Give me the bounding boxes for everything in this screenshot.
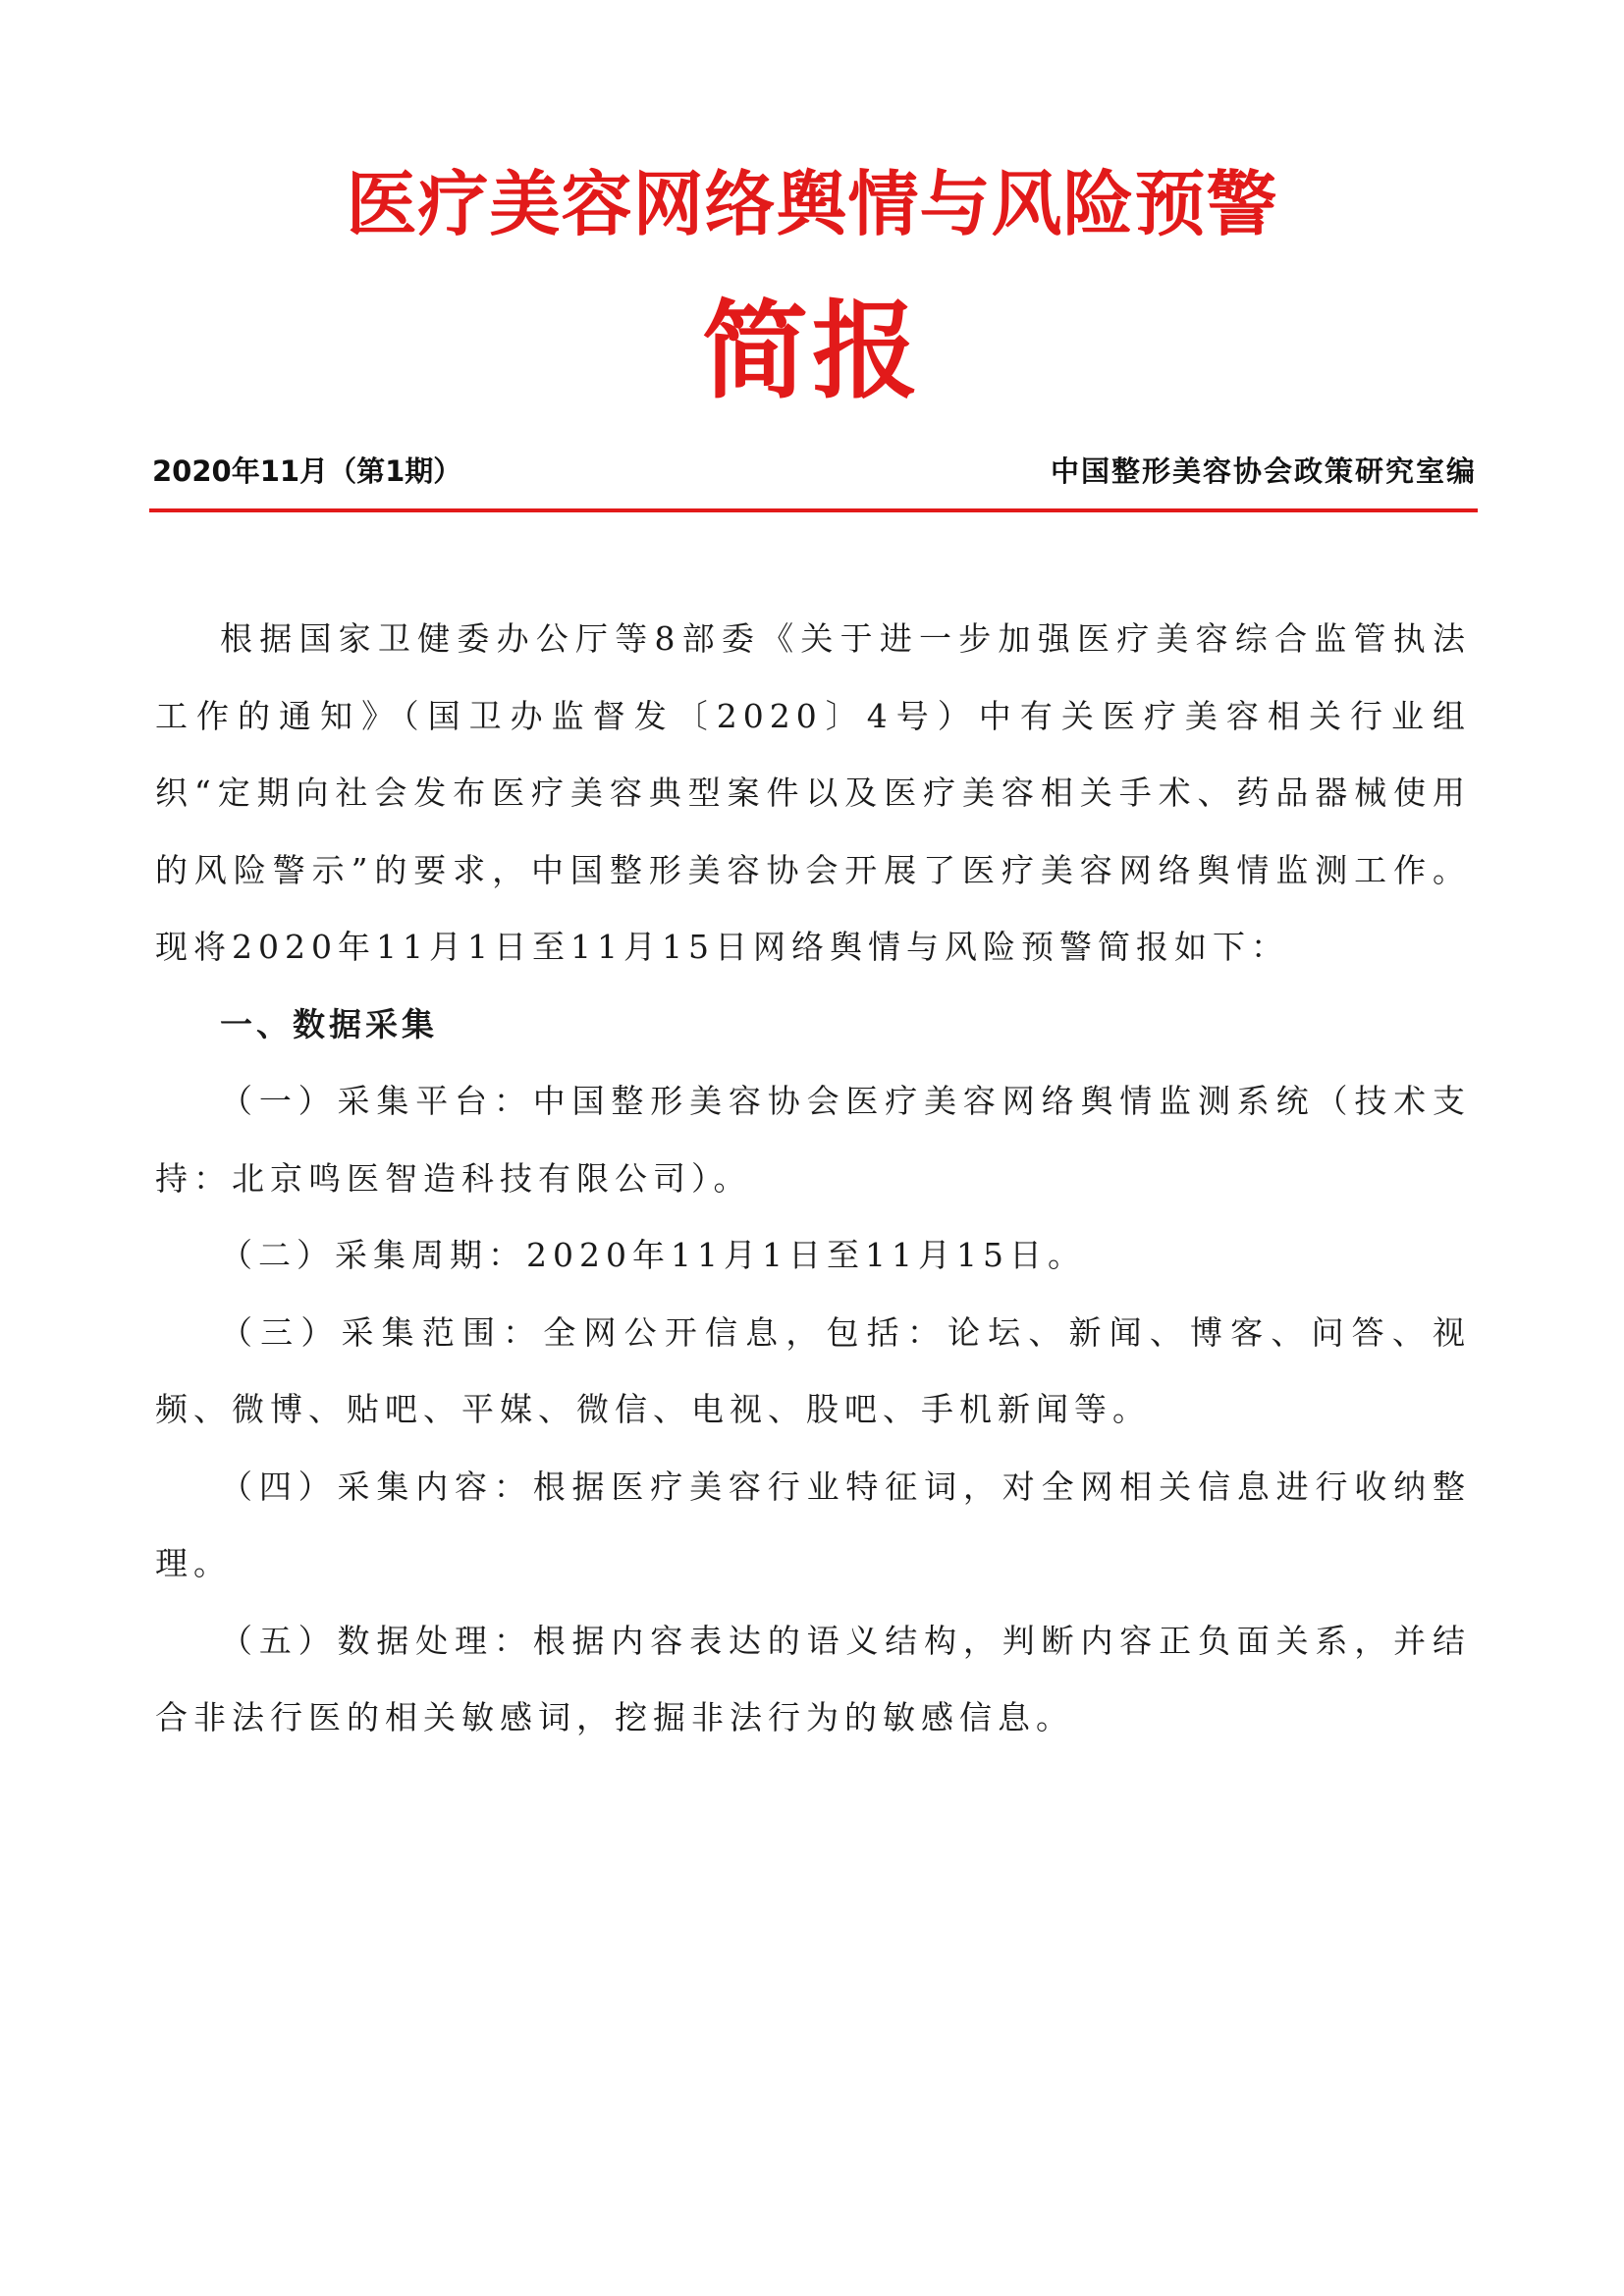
issue-meta-row: [152, 450, 1477, 489]
section-heading-data-collection: 一、数据采集: [220, 1004, 438, 1043]
item-platform: （一）采集平台：中国整形美容协会医疗美容网络舆情监测系统（技术支持：北京鸣医智造科技有限公司）。: [155, 1082, 1471, 1198]
intro-paragraph: 根据国家卫健委办公厅等8部委《关于进一步加强医疗美容综合监管执法工作的通知》（国卫办监督发〔2020〕4号）中有关医疗美容相关行业组织“定期向社会发布医疗美容典型案件以及医疗美容相关手术、药品器械使用的风险警示”的要求，中国整形美容协会开展了医疗美容网络舆情监测工作。现将2020年11月1日至11月15日网络舆情与风险预警简报如下：: [155, 619, 1471, 966]
header-divider: [149, 508, 1478, 512]
document-subtitle: 简报: [701, 291, 922, 413]
editor-credit: 中国整形美容协会政策研究室编: [1050, 454, 1477, 488]
item-processing: （五）数据处理：根据内容表达的语义结构，判断内容正负面关系，并结合非法行医的相关敏感词，挖掘非法行为的敏感信息。: [155, 1621, 1471, 1736]
document-body: [155, 601, 1471, 1757]
item-scope: （三）采集范围：全网公开信息，包括：论坛、新闻、博客、问答、视频、微博、贴吧、平媒、微信、电视、股吧、手机新闻等。: [155, 1312, 1471, 1428]
item-period: （二）采集周期：2020年11月1日至11月15日。: [220, 1236, 1086, 1274]
document-title: 医疗美容网络舆情与风险预警: [346, 163, 1278, 245]
issue-number: 2020年11月（第1期）: [152, 454, 462, 488]
item-content: （四）采集内容：根据医疗美容行业特征词，对全网相关信息进行收纳整理。: [155, 1467, 1471, 1582]
